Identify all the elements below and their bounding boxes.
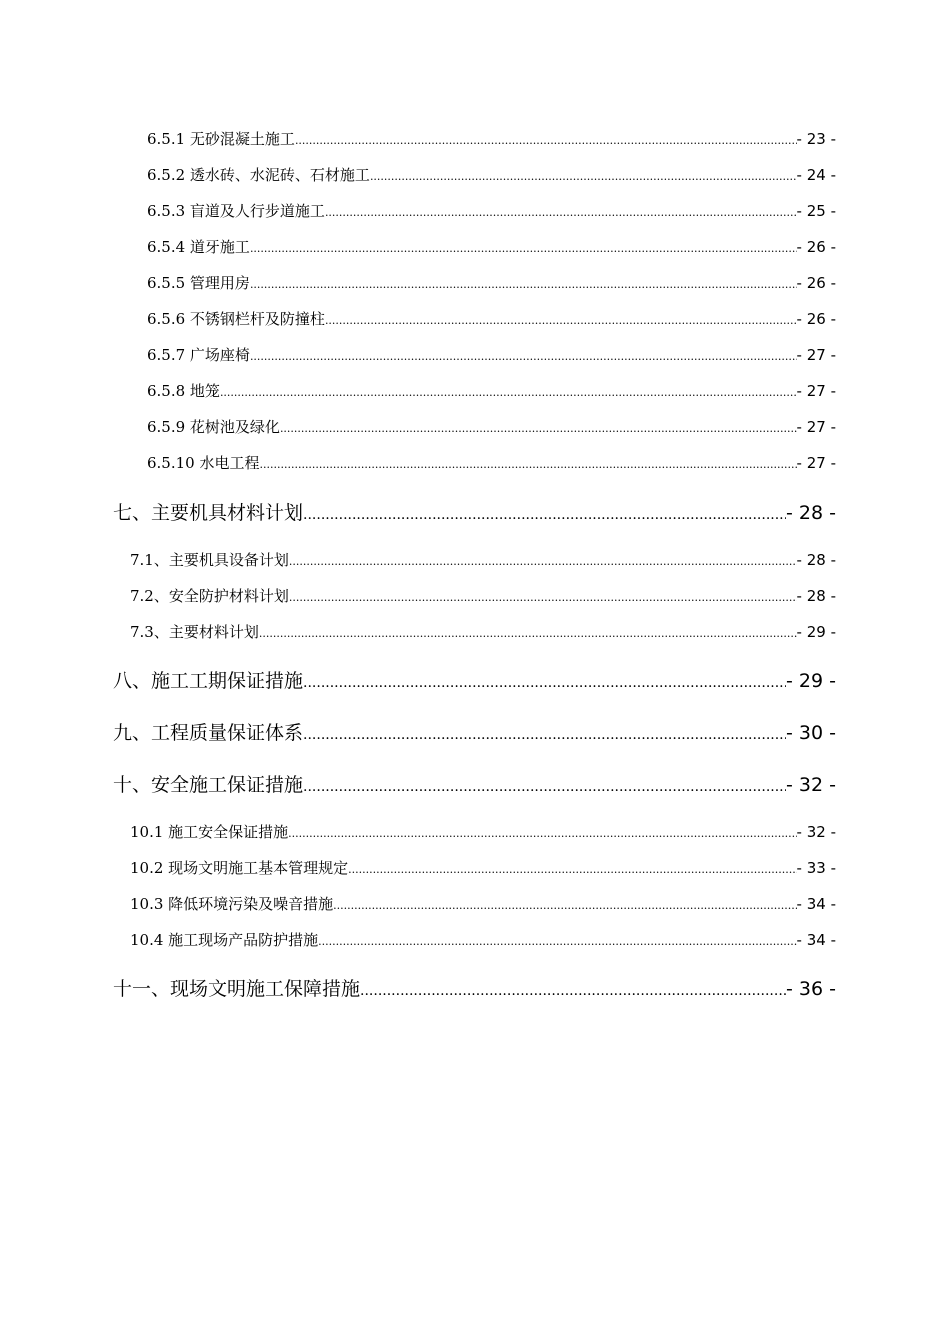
toc-entry-page: - 30 - [786,722,836,744]
toc-entry-page: - 25 - [796,202,836,220]
toc-leader [250,278,797,291]
toc-entry-page: - 26 - [796,238,836,256]
toc-entry-page: - 34 - [796,895,836,913]
toc-entry[interactable] [147,200,836,221]
toc-entry-page: - 27 - [796,418,836,436]
toc-entry-page: - 29 - [786,670,836,692]
toc-chapter-entry[interactable] [113,498,836,525]
toc-leader [348,863,796,876]
toc-entry[interactable] [147,416,836,437]
toc-entry-label: 6.5.8 地笼 [147,382,220,400]
toc-entry[interactable] [130,929,836,950]
toc-entry-page: - 33 - [796,859,836,877]
toc-chapter-entry[interactable] [113,718,836,745]
toc-entry-label: 6.5.3 盲道及人行步道施工 [147,202,325,220]
toc-entry-label: 10.3 降低环境污染及噪音措施 [130,895,334,913]
toc-entry-page: - 27 - [796,346,836,364]
toc-entry-page: - 28 - [796,587,836,605]
toc-entry[interactable] [147,164,836,185]
toc-entry-page: - 26 - [796,310,836,328]
toc-entry-label: 6.5.9 花树池及绿化 [147,418,280,436]
toc-entry[interactable] [147,128,836,149]
toc-leader [295,134,797,147]
toc-leader [303,779,786,795]
toc-entry[interactable] [147,272,836,293]
toc-leader [360,983,786,999]
toc-entry-label: 九、工程质量保证体系 [113,722,304,744]
toc-entry-label: 10.2 现场文明施工基本管理规定 [130,859,349,877]
toc-entry-page: - 36 - [786,978,836,1000]
toc-entry[interactable] [130,585,836,606]
toc-entry-page: - 32 - [786,774,836,796]
toc-leader [259,627,797,640]
toc-leader [250,242,797,255]
toc-entry-page: - 24 - [796,166,836,184]
toc-leader [289,555,797,568]
toc-entry[interactable] [147,380,836,401]
toc-entry-page: - 28 - [786,502,836,524]
toc-leader [303,507,786,523]
toc-entry-label: 十一、现场文明施工保障措施 [113,978,361,1000]
toc-entry-label: 7.3、主要材料计划 [130,623,259,641]
toc-entry-label: 6.5.4 道牙施工 [147,238,250,256]
toc-entry-page: - 32 - [796,823,836,841]
toc-entry-label: 6.5.10 水电工程 [147,454,260,472]
toc-leader [280,422,797,435]
toc-entry-page: - 27 - [796,454,836,472]
toc-entry-label: 6.5.5 管理用房 [147,274,250,292]
toc-entry-label: 7.1、主要机具设备计划 [130,551,289,569]
toc-entry-label: 七、主要机具材料计划 [113,502,304,524]
toc-entry-page: - 27 - [796,382,836,400]
toc-entry-label: 6.5.2 透水砖、水泥砖、石材施工 [147,166,370,184]
toc-leader [325,314,797,327]
toc-leader [303,727,786,743]
toc-leader [303,675,786,691]
toc-leader [318,935,796,948]
toc-entry-label: 6.5.1 无砂混凝土施工 [147,130,295,148]
toc-entry-page: - 34 - [796,931,836,949]
toc-entry-label: 6.5.6 不锈钢栏杆及防撞柱 [147,310,325,328]
toc-entry-label: 10.4 施工现场产品防护措施 [130,931,319,949]
toc-chapter-entry[interactable] [113,666,836,693]
toc-chapter-entry[interactable] [113,974,836,1001]
toc-leader [259,458,796,471]
toc-entry-label: 6.5.7 广场座椅 [147,346,250,364]
toc-leader [220,386,797,399]
toc-entry[interactable] [130,857,836,878]
toc-entry[interactable] [130,893,836,914]
toc-entry[interactable] [147,452,836,473]
toc-leader [333,899,796,912]
toc-entry-label: 十、安全施工保证措施 [113,774,304,796]
toc-leader [288,827,796,840]
toc-entry[interactable] [147,308,836,329]
toc-entry-label: 10.1 施工安全保证措施 [130,823,289,841]
toc-leader [370,170,797,183]
toc-entry[interactable] [147,236,836,257]
toc-entry-page: - 29 - [796,623,836,641]
toc-entry[interactable] [130,821,836,842]
toc-entry-label: 7.2、安全防护材料计划 [130,587,289,605]
toc-entry-page: - 28 - [796,551,836,569]
toc-entry[interactable] [130,549,836,570]
toc-entry-page: - 26 - [796,274,836,292]
toc-entry-label: 八、施工工期保证措施 [113,670,304,692]
toc-entry-page: - 23 - [796,130,836,148]
toc-leader [325,206,797,219]
toc-entry[interactable] [147,344,836,365]
toc-leader [250,350,797,363]
toc-leader [289,591,797,604]
toc-chapter-entry[interactable] [113,770,836,797]
toc-entry[interactable] [130,621,836,642]
